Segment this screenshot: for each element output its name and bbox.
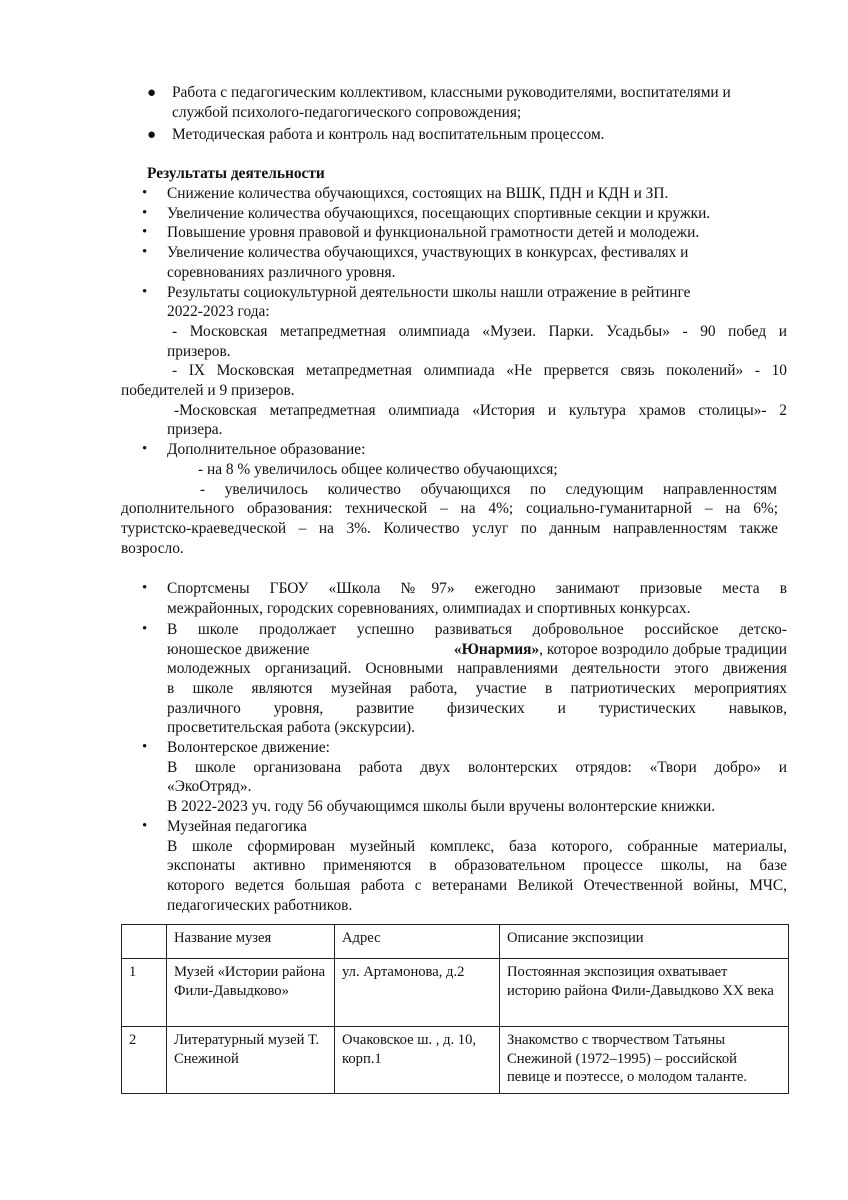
list-item-cont: экспонаты активно применяются в образовательном процессе школы, на базе — [167, 857, 787, 874]
olympiad-line: призеров. — [167, 343, 231, 360]
list-item-text: Методическая работа и контроль над воспитательным процессом. — [172, 126, 605, 143]
olympiad-line: - Московская метапредметная олимпиада «Музеи. Парки. Усадьбы» - 90 побед и — [172, 323, 787, 340]
list-item — [172, 83, 784, 122]
table-cell: Постоянная экспозиция охватывает историю района Фили-Давыдково XX века — [500, 959, 789, 1027]
text-span: , которое возродило добрые традиции — [539, 641, 787, 658]
table-cell: Очаковское ш. , д. 10, корп.1 — [335, 1027, 500, 1094]
list-item-cont: В 2022-2023 уч. году 56 обучающимся школы были вручены волонтерские книжки. — [167, 798, 716, 815]
table-cell: 2 — [122, 1027, 167, 1094]
bold-text: «Юнармия» — [453, 641, 540, 658]
list-item: В школе продолжает успешно развиваться добровольное российское детско- — [167, 621, 787, 638]
table-cell: Знакомство с творчеством Татьяны Снежиной (1972–1995) – российской певице и поэтессе, о молодом таланте. — [500, 1027, 789, 1094]
list-item-cont: соревнованиях различного уровня. — [167, 264, 396, 281]
list-item: Повышение уровня правовой и функциональной грамотности детей и молодежи. — [167, 224, 700, 241]
list-item: Дополнительное образование: — [167, 441, 366, 458]
bullet-icon: • — [142, 441, 148, 457]
text-span: юношеское движение — [167, 641, 310, 658]
table-header-cell: Адрес — [335, 925, 500, 959]
list-item-cont: 2022-2023 года: — [167, 303, 270, 320]
table-header-cell — [122, 925, 167, 959]
olympiad-line: - IX Московская метапредметная олимпиада «Не прервется связь поколений» - 10 — [172, 362, 787, 379]
bullet-icon: • — [142, 284, 148, 300]
list-item: Увеличение количества обучающихся, посещающих спортивные секции и кружки. — [167, 205, 711, 222]
bullet-icon: • — [142, 205, 148, 221]
list-item-cont — [167, 640, 787, 660]
bullet-icon: • — [142, 739, 148, 755]
list-item-cont: просветительская работа (экскурсии). — [167, 719, 415, 736]
olympiad-line: победителей и 9 призеров. — [121, 382, 295, 399]
list-item: Результаты социокультурной деятельности школы нашли отражение в рейтинге — [167, 284, 691, 301]
table-row — [122, 1027, 789, 1094]
table-header-row — [122, 925, 789, 959]
list-item-cont: в школе являются музейная работа, участие в патриотических мероприятиях — [167, 680, 787, 697]
list-item-cont: В школе организована работа двух волонтерских отрядов: «Твори добро» и — [167, 759, 787, 776]
add-edu-line: туристско-краеведческой – на 3%. Количество услуг по данным направленностям также — [121, 520, 778, 537]
list-item: Снижение количества обучающихся, состоящих на ВШК, ПДН и КДН и ЗП. — [167, 185, 669, 202]
list-item-cont: педагогических работников. — [167, 897, 353, 914]
table-header-cell: Описание экспозиции — [500, 925, 789, 959]
list-item-cont: которого ведется большая работа с ветеранами Великой Отечественной войны, МЧС, — [167, 877, 787, 894]
list-item: Увеличение количества обучающихся, участвующих в конкурсах, фестивалях и — [167, 244, 689, 261]
list-item — [172, 125, 784, 145]
list-item: Музейная педагогика — [167, 818, 307, 835]
list-item-cont: межрайонных, городских соревнованиях, олимпиадах и спортивных конкурсах. — [167, 600, 691, 617]
table-cell: Музей «Истории района Фили-Давыдково» — [167, 959, 335, 1027]
olympiad-line: -Московская метапредметная олимпиада «История и культура храмов столицы»- 2 — [174, 402, 787, 419]
bullet-icon: • — [142, 580, 148, 596]
list-item-cont: «ЭкоОтряд». — [167, 778, 252, 795]
text-span — [454, 640, 787, 660]
section-heading: Результаты деятельности — [147, 165, 325, 182]
list-item-text: Работа с педагогическим коллективом, классными руководителями, воспитателями и службой психолого-педагогического сопровождения; — [172, 84, 731, 121]
bullet-icon: • — [142, 224, 148, 240]
bullet-icon: ● — [147, 127, 157, 143]
list-item: Волонтерское движение: — [167, 739, 330, 756]
list-item: Спортсмены ГБОУ «Школа №97» ежегодно занимают призовые места в — [167, 580, 787, 597]
bullet-icon: ● — [147, 85, 157, 101]
olympiad-line: призера. — [167, 421, 223, 438]
add-edu-line: - на 8 % увеличилось общее количество обучающихся; — [198, 461, 558, 478]
add-edu-line: - увеличилось количество обучающихся по следующим направленностям — [200, 481, 777, 498]
add-edu-line: дополнительного образования: технической – на 4%; социально-гуманитарной – на 6%; — [121, 500, 778, 517]
list-item-cont: молодежных организаций. Основными направлениями деятельности этого движения — [167, 660, 787, 677]
bullet-icon: • — [142, 621, 148, 637]
table-cell: Литературный музей Т. Снежиной — [167, 1027, 335, 1094]
bullet-icon: • — [142, 244, 148, 260]
list-item-cont: В школе сформирован музейный комплекс, база которого, собранные материалы, — [167, 838, 787, 855]
table-cell: ул. Артамонова, д.2 — [335, 959, 500, 1027]
bullet-icon: • — [142, 185, 148, 201]
table-row — [122, 959, 789, 1027]
bullet-icon: • — [142, 818, 148, 834]
table-header-cell: Название музея — [167, 925, 335, 959]
table-cell: 1 — [122, 959, 167, 1027]
add-edu-line: возросло. — [121, 540, 184, 557]
list-item-cont: различного уровня, развитие физических и туристических навыков, — [167, 700, 787, 717]
museums-table — [121, 924, 789, 1094]
